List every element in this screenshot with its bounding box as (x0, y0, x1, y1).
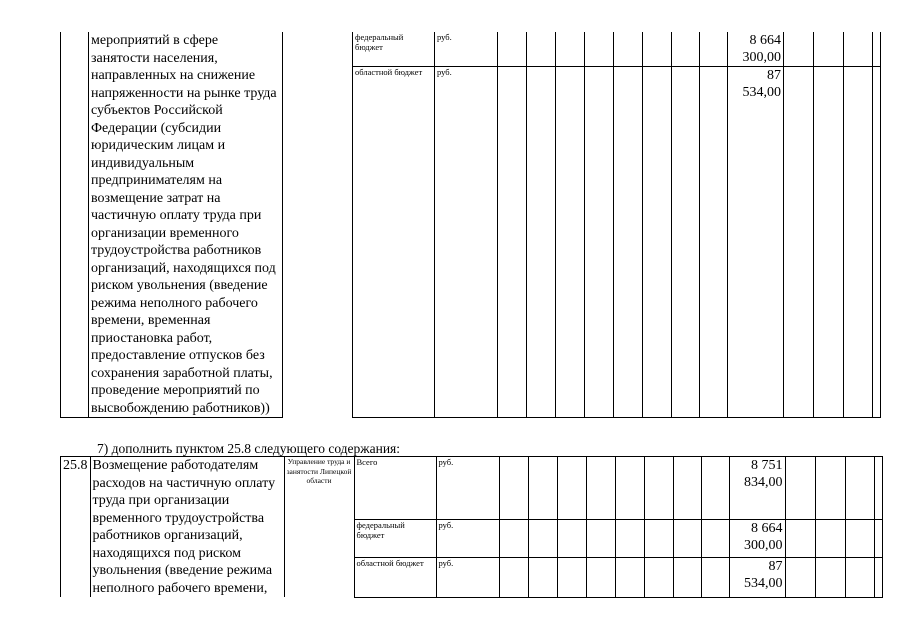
measure-description: мероприятий в сфере занятости населения, направленных на снижение напряженности на рынке труда субъектов Российской Федерации (субсидии юридическим лицам и индивидуальным предпринимателям на возмещение затрат на частичную оплату труда при организации временного трудоустройства работников организаций, находящихся под риском увольнения (введение режима неполного рабочего времени, временная приостановка работ, предоставление отпусков без сохранения заработной платы, проведение мероприятий по высвобождению работников)) (89, 32, 283, 418)
unit-cell: руб. (435, 32, 498, 67)
amount-cell: 87 534,00 (729, 557, 785, 597)
unit-cell: руб. (436, 520, 499, 557)
funding-source-cell: федеральный бюджет (354, 520, 436, 557)
responsible-organization: Управление труда и занятости Липецкой области (284, 457, 354, 598)
item-number: 25.8 (61, 457, 91, 598)
unit-cell: руб. (436, 457, 499, 520)
measures-table-new-item (60, 456, 883, 598)
unit-cell: руб. (435, 67, 498, 418)
responsible-cell-empty (283, 32, 353, 418)
amount-cell: 8 751 834,00 (729, 457, 785, 520)
amendment-text: 7) дополнить пунктом 25.8 следующего содержания: (97, 441, 401, 456)
funding-source-cell: областной бюджет (354, 557, 436, 597)
amount-cell: 8 664 300,00 (729, 520, 785, 557)
amount-cell: 8 664 300,00 (728, 32, 784, 67)
measures-table-continued (60, 32, 881, 418)
funding-source-cell: областной бюджет (353, 67, 435, 418)
funding-source-cell: Всего (354, 457, 436, 520)
unit-cell: руб. (436, 557, 499, 597)
measure-description: Возмещение работодателям расходов на частичную оплату труда при организации временного трудоустройства работников организаций, находящихся под риском увольнения (введение режима неполного рабочего времени, (90, 457, 284, 598)
row-number-cell (61, 32, 89, 418)
amount-cell: 87 534,00 (728, 67, 784, 418)
funding-source-cell: федеральный бюджет (353, 32, 435, 67)
